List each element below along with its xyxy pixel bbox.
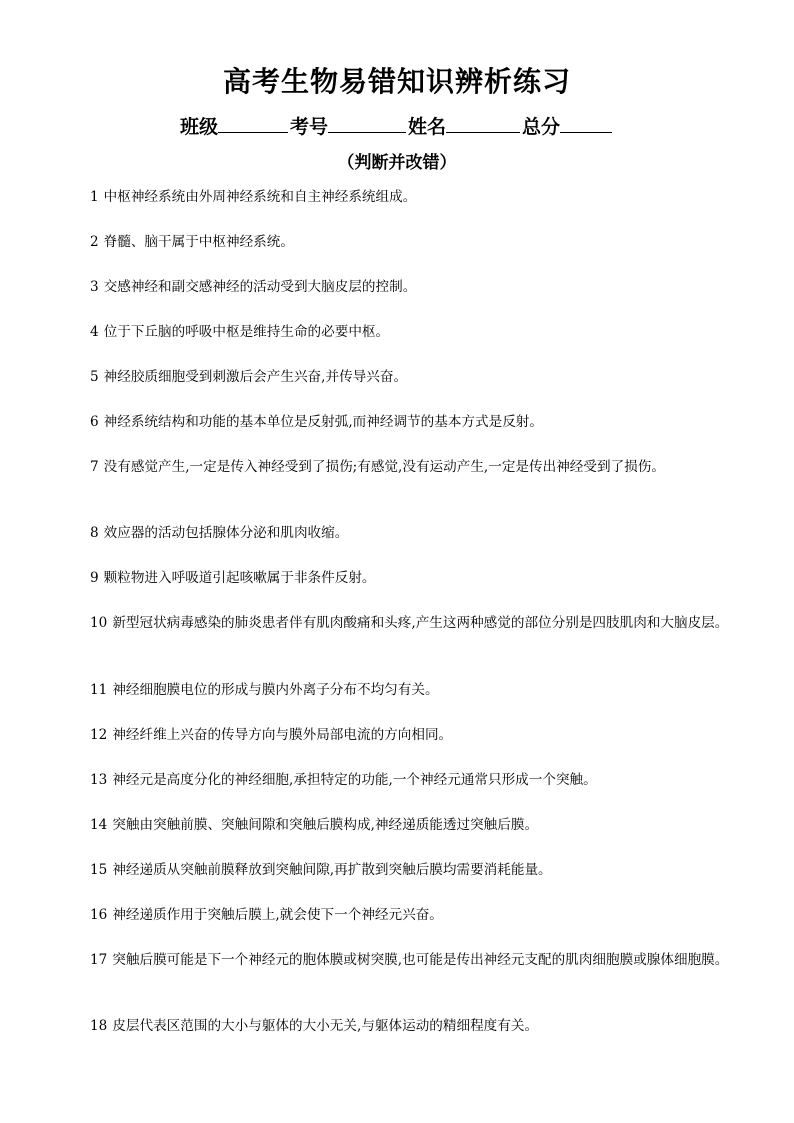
question-item <box>60 276 740 298</box>
question-number: 2 <box>90 234 99 250</box>
question-text: 神经元是高度分化的神经细胞,承担特定的功能,一个神经元通常只形成一个突触。 <box>112 772 597 788</box>
question-text: 位于下丘脑的呼吸中枢是维持生命的必要中枢。 <box>103 324 390 340</box>
student-info-row <box>0 112 794 140</box>
question-text: 颗粒物进入呼吸道引起咳嗽属于非条件反射。 <box>103 570 376 586</box>
question-number: 1 <box>90 189 99 205</box>
question-item <box>60 859 740 881</box>
question-text: 交感神经和副交感神经的活动受到大脑皮层的控制。 <box>103 279 417 295</box>
question-item <box>60 411 740 433</box>
exam-number-blank[interactable] <box>328 112 406 133</box>
question-text: 突触后膜可能是下一个神经元的胞体膜或树突膜,也可能是传出神经元支配的肌肉细胞膜或腺体细胞膜。 <box>112 952 729 968</box>
question-number: 16 <box>90 907 108 923</box>
question-number: 13 <box>90 772 108 788</box>
name-blank[interactable] <box>446 112 520 133</box>
question-number: 12 <box>90 727 108 743</box>
question-item <box>60 186 740 208</box>
question-text: 神经胶质细胞受到刺激后会产生兴奋,并传导兴奋。 <box>103 369 408 385</box>
question-text: 新型冠状病毒感染的肺炎患者伴有肌肉酸痛和头疼,产生这两种感觉的部位分别是四肢肌肉和大脑皮层。 <box>112 615 729 631</box>
question-item <box>60 612 740 634</box>
class-blank[interactable] <box>218 112 288 133</box>
name-label: 姓名 <box>408 116 447 138</box>
question-item <box>60 814 740 836</box>
question-number: 4 <box>90 324 99 340</box>
question-text: 没有感觉产生,一定是传入神经受到了损伤;有感觉,没有运动产生,一定是传出神经受到了损伤。 <box>103 459 665 475</box>
question-number: 9 <box>90 570 99 586</box>
question-number: 15 <box>90 862 108 878</box>
exam-number-label: 考号 <box>289 116 328 138</box>
question-text: 神经递质从突触前膜释放到突触间隙,再扩散到突触后膜均需要消耗能量。 <box>112 862 552 878</box>
question-number: 18 <box>90 1018 108 1034</box>
class-label: 班级 <box>179 116 218 138</box>
question-text: 神经纤维上兴奋的传导方向与膜外局部电流的方向相同。 <box>112 727 453 743</box>
question-number: 17 <box>90 952 108 968</box>
question-item <box>60 769 740 791</box>
question-number: 10 <box>90 615 108 631</box>
question-text: 神经细胞膜电位的形成与膜内外离子分布不均匀有关。 <box>112 682 439 698</box>
question-item <box>60 949 740 971</box>
question-text: 神经系统结构和功能的基本单位是反射弧,而神经调节的基本方式是反射。 <box>103 414 543 430</box>
question-number: 7 <box>90 459 99 475</box>
question-number: 14 <box>90 817 108 833</box>
total-score-blank[interactable] <box>560 112 612 133</box>
question-number: 11 <box>90 682 108 698</box>
total-score-label: 总分 <box>522 116 561 138</box>
question-item <box>60 1015 740 1037</box>
question-item <box>60 366 740 388</box>
question-text: 中枢神经系统由外周神经系统和自主神经系统组成。 <box>103 189 417 205</box>
question-text: 突触由突触前膜、突触间隙和突触后膜构成,神经递质能透过突触后膜。 <box>112 817 539 833</box>
question-item <box>60 567 740 589</box>
question-number: 3 <box>90 279 99 295</box>
subtitle: （判断并改错） <box>337 153 457 173</box>
question-text: 皮层代表区范围的大小与躯体的大小无关,与躯体运动的精细程度有关。 <box>112 1018 539 1034</box>
question-item <box>60 904 740 926</box>
question-item <box>60 679 740 701</box>
question-item <box>60 522 740 544</box>
question-item <box>60 321 740 343</box>
question-text: 脊髓、脑干属于中枢神经系统。 <box>103 234 294 250</box>
question-number: 6 <box>90 414 99 430</box>
question-item <box>60 231 740 253</box>
question-text: 效应器的活动包括腺体分泌和肌肉收缩。 <box>103 525 349 541</box>
question-number: 8 <box>90 525 99 541</box>
question-number: 5 <box>90 369 99 385</box>
question-item <box>60 456 740 478</box>
question-item <box>60 724 740 746</box>
page-title: 高考生物易错知识辨析练习 <box>222 65 571 98</box>
question-text: 神经递质作用于突触后膜上,就会使下一个神经元兴奋。 <box>112 907 443 923</box>
